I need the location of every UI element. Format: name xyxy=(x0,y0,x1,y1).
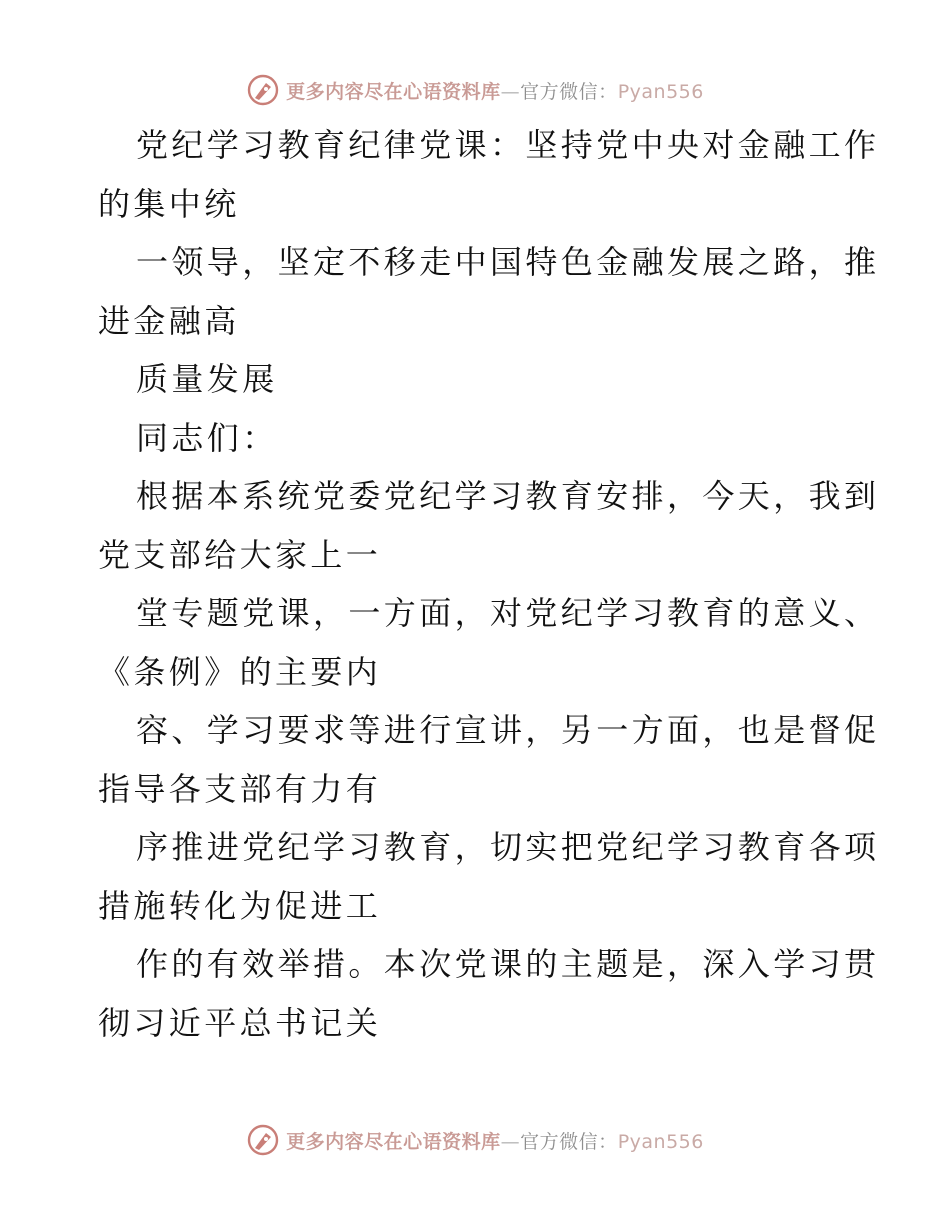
text-line: 党纪学习教育纪律党课：坚持党中央对金融工作 xyxy=(136,126,880,164)
text-line: 根据本系统党委党纪学习教育安排，今天，我到 xyxy=(136,477,880,515)
document-body xyxy=(98,116,880,1052)
watermark-text: 更多内容尽在心语资料库—官方微信：Pyan556 xyxy=(286,1130,704,1153)
pen-nib-icon xyxy=(246,1123,280,1157)
text-line: 措施转化为促进工 xyxy=(98,886,382,925)
text-line: 作的有效举措。本次党课的主题是，深入学习贯 xyxy=(136,945,880,983)
text-line: 容、学习要求等进行宣讲，另一方面，也是督促 xyxy=(136,711,880,749)
pen-nib-icon xyxy=(246,73,280,107)
text-line: 的集中统 xyxy=(98,184,240,223)
text-line: 序推进党纪学习教育，切实把党纪学习教育各项 xyxy=(136,828,880,866)
text-line: 《条例》的主要内 xyxy=(98,652,382,691)
text-line: 堂专题党课，一方面，对党纪学习教育的意义、 xyxy=(136,594,880,632)
text-line: 同志们： xyxy=(136,418,278,457)
text-line: 质量发展 xyxy=(136,360,278,398)
text-line: 彻习近平总书记关 xyxy=(98,1003,382,1042)
text-line: 党支部给大家上一 xyxy=(98,535,382,574)
watermark-text: 更多内容尽在心语资料库—官方微信：Pyan556 xyxy=(286,80,704,103)
header-watermark xyxy=(0,72,950,108)
footer-watermark xyxy=(0,1122,950,1158)
text-line: 一领导，坚定不移走中国特色金融发展之路，推 xyxy=(136,243,880,281)
text-line: 指导各支部有力有 xyxy=(98,769,382,808)
text-line: 进金融高 xyxy=(98,301,240,340)
